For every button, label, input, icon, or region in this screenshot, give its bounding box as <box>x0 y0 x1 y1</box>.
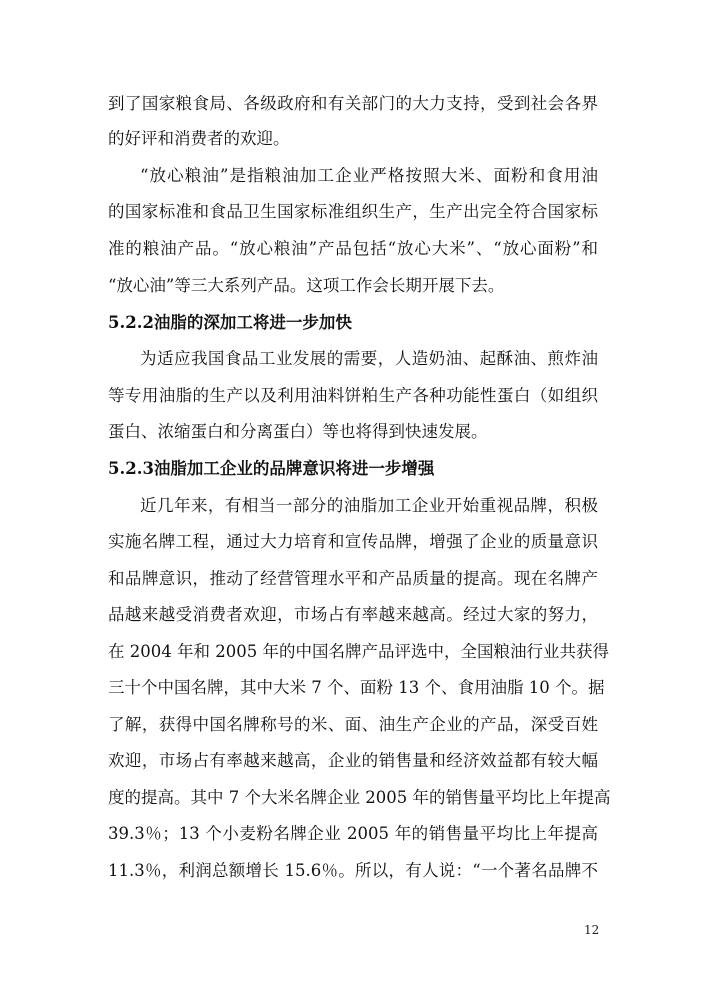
paragraph-4-line-6: 三十个中国名牌，其中大米 7 个、面粉 13 个、食用油脂 10 个。据 <box>108 678 605 697</box>
paragraph-4-line-5: 在 2004 年和 2005 年的中国名牌产品评选中，全国粮油行业共获得 <box>108 642 609 661</box>
section-heading-5-2-3: 5.2.3油脂加工企业的品牌意识将进一步增强 <box>108 459 435 478</box>
paragraph-4-line-7: 了解，获得中国名牌称号的米、面、油生产企业的产品，深受百姓 <box>108 715 598 734</box>
paragraph-4-line-10: 39.3％；13 个小麦粉名牌企业 2005 年的销售量平均比上年提高 <box>108 824 598 843</box>
page-number: 12 <box>584 923 600 937</box>
paragraph-1-line-2: 的好评和消费者的欢迎。 <box>108 129 290 148</box>
paragraph-4-line-1: 近几年来，有相当一部分的油脂加工企业开始重视品牌，积极 <box>140 496 598 515</box>
paragraph-2-line-1: “放心粮油”是指粮油加工企业严格按照大米、面粉和食用油 <box>140 166 598 185</box>
paragraph-1-line-1: 到了国家粮食局、各级政府和有关部门的大力支持，受到社会各界 <box>108 94 598 113</box>
paragraph-2-line-2: 的国家标准和食品卫生国家标准组织生产，生产出完全符合国家标 <box>108 202 598 221</box>
paragraph-3-line-3: 蛋白、浓缩蛋白和分离蛋白）等也将得到快速发展。 <box>108 422 488 441</box>
paragraph-2-line-3: 准的粮油产品。“放心粮油”产品包括“放心大米”、“放心面粉”和 <box>108 239 598 258</box>
paragraph-4-line-4: 品越来越受消费者欢迎，市场占有率越来越高。经过大家的努力， <box>108 605 598 624</box>
paragraph-2-line-4: “放心油”等三大系列产品。这项工作会长期开展下去。 <box>108 276 505 295</box>
paragraph-4-line-11: 11.3％，利润总额增长 15.6％。所以，有人说：“一个著名品牌不 <box>108 861 598 880</box>
paragraph-3-line-1: 为适应我国食品工业发展的需要，人造奶油、起酥油、煎炸油 <box>140 349 598 368</box>
paragraph-4-line-8: 欢迎，市场占有率越来越高，企业的销售量和经济效益都有较大幅 <box>108 751 598 770</box>
paragraph-4-line-2: 实施名牌工程，通过大力培育和宣传品牌，增强了企业的质量意识 <box>108 532 598 551</box>
section-heading-5-2-2: 5.2.2油脂的深加工将进一步加快 <box>108 313 352 332</box>
paragraph-3-line-2: 等专用油脂的生产以及利用油料饼粕生产各种功能性蛋白（如组织 <box>108 386 598 405</box>
paragraph-4-line-3: 和品牌意识，推动了经营管理水平和产品质量的提高。现在名牌产 <box>108 569 598 588</box>
paragraph-4-line-9: 度的提高。其中 7 个大米名牌企业 2005 年的销售量平均比上年提高 <box>108 788 611 807</box>
